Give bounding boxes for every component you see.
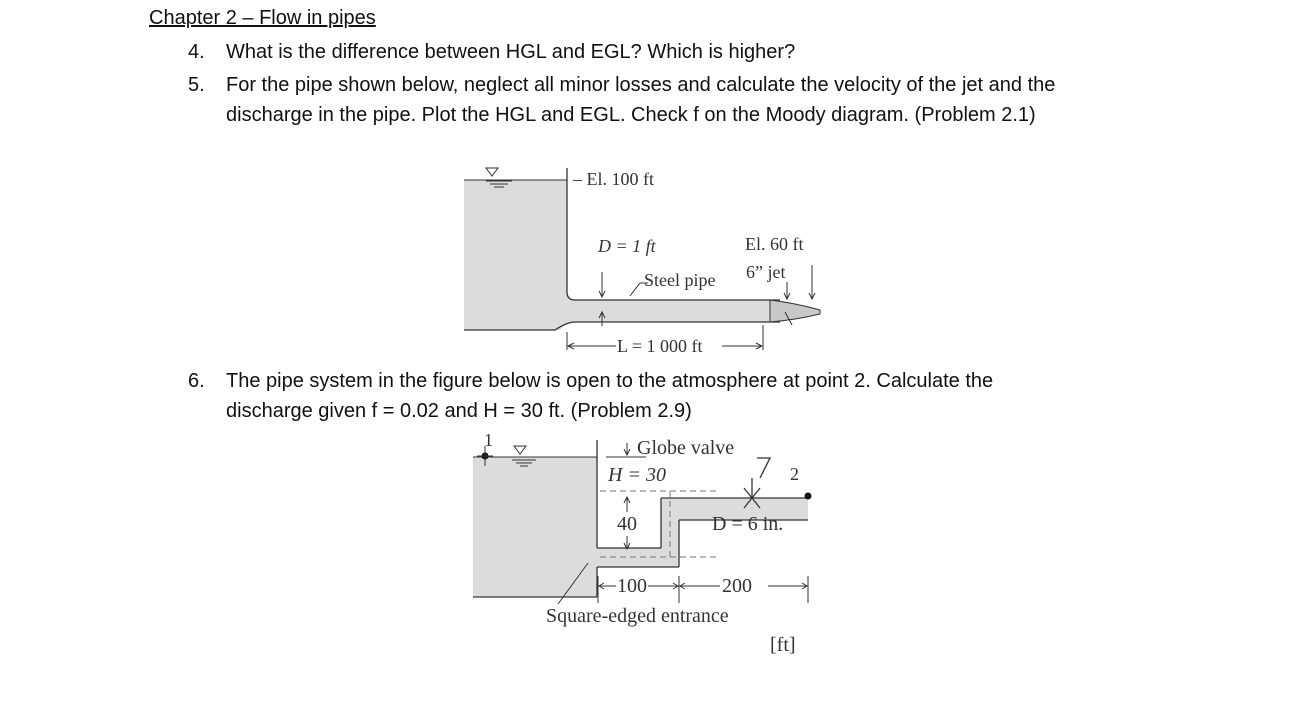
label-globe-valve: Globe valve: [637, 437, 735, 459]
label-units: [ft]: [770, 634, 796, 656]
question-4-text: What is the difference between HGL and EGL? Which is higher?: [226, 41, 796, 63]
label-length-100: 100: [617, 575, 647, 597]
label-point-1: 1: [484, 430, 493, 450]
label-head-h: H = 30: [608, 464, 666, 486]
question-6-text-line-2: discharge given f = 0.02 and H = 30 ft. (Problem 2.9): [226, 400, 692, 422]
label-length: L = 1 000 ft: [617, 336, 703, 356]
question-5-text-line-2: discharge in the pipe. Plot the HGL and EGL. Check f on the Moody diagram. (Problem 2.1): [226, 104, 1036, 126]
question-6-text-line-1: The pipe system in the figure below is open to the atmosphere at point 2. Calculate the: [226, 370, 994, 392]
question-4-number: 4.: [188, 41, 205, 63]
label-steel-pipe: Steel pipe: [644, 270, 716, 290]
question-5-number: 5.: [188, 74, 205, 96]
label-diameter-1ft: D = 1 ft: [598, 236, 656, 256]
label-square-edged-entrance: Square-edged entrance: [546, 605, 729, 627]
question-6-number: 6.: [188, 370, 205, 392]
label-point-2: 2: [790, 464, 799, 484]
label-length-200: 200: [722, 575, 752, 597]
label-elevation-100: – El. 100 ft: [573, 169, 654, 189]
label-elevation-60: El. 60 ft: [745, 234, 804, 254]
chapter-title: Chapter 2 – Flow in pipes: [149, 7, 376, 29]
label-diameter-6in: D = 6 in.: [712, 513, 784, 535]
label-jet: 6” jet: [746, 262, 786, 282]
question-5-text-line-1: For the pipe shown below, neglect all minor losses and calculate the velocity of the jet and the: [226, 74, 1056, 96]
label-drop-40: 40: [617, 513, 637, 535]
